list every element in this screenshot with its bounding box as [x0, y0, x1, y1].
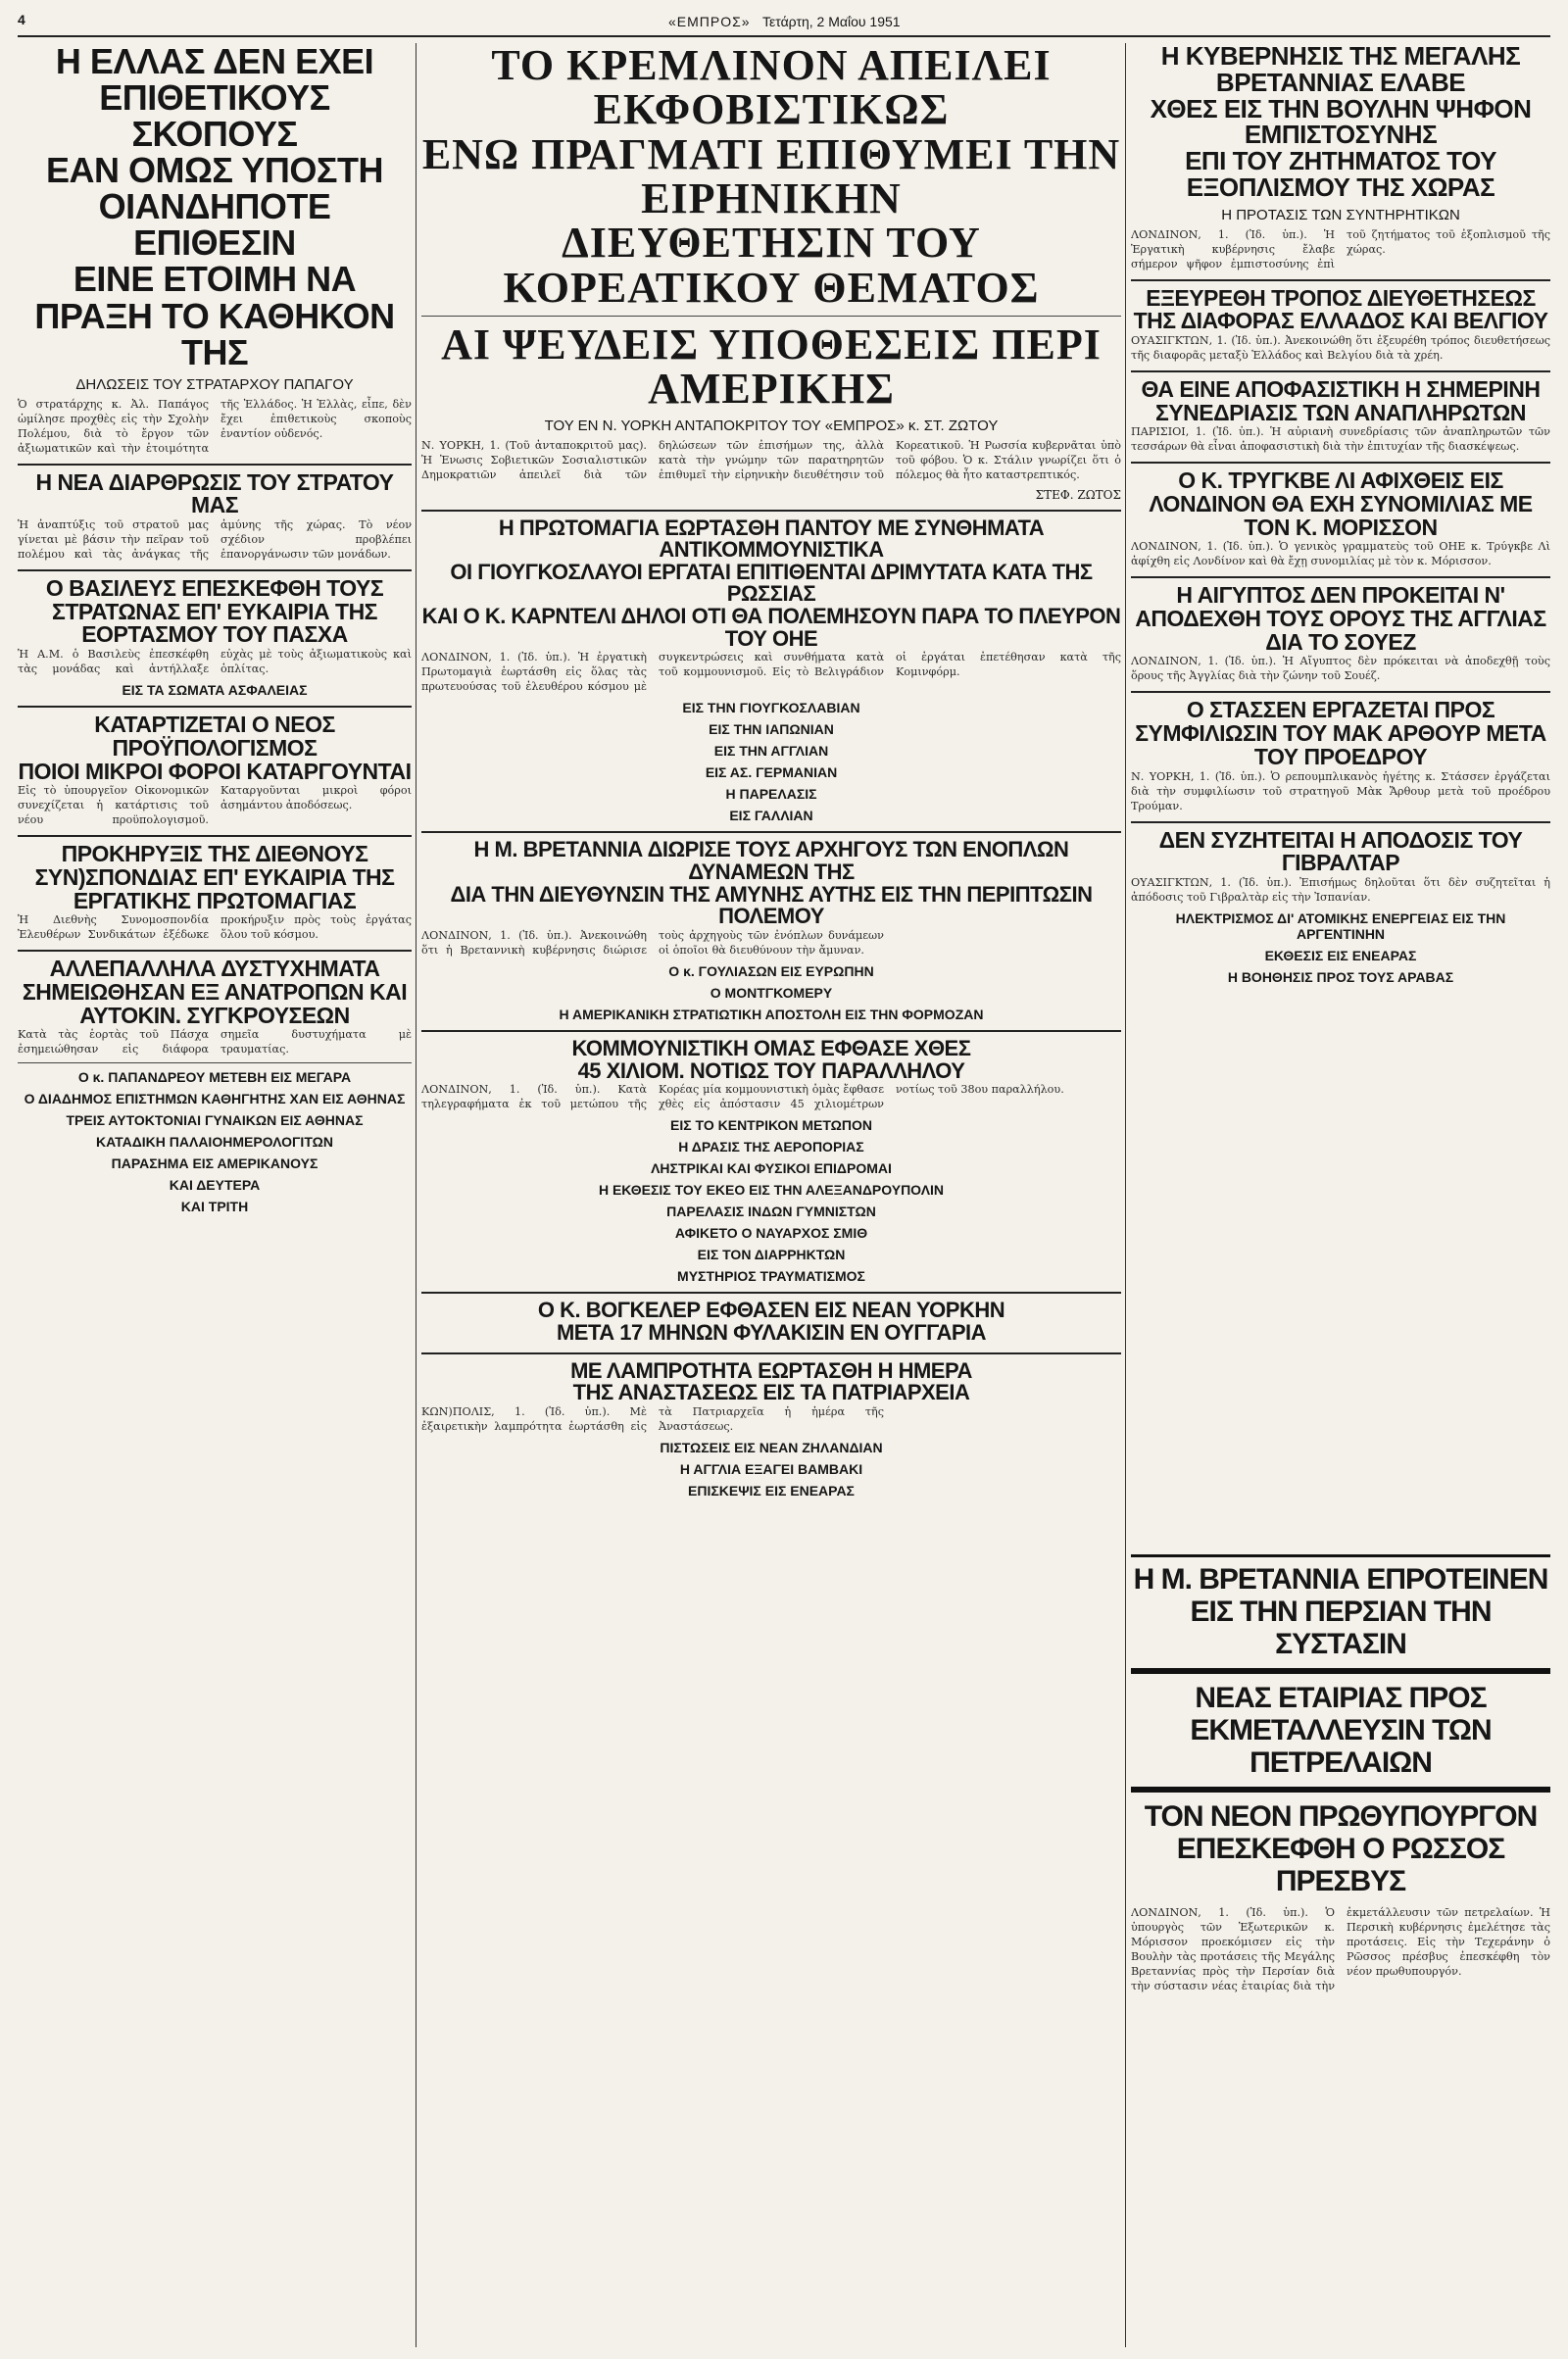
- section-headline: ΚΟΜΜΟΥΝΙΣΤΙΚΗ ΟΜΑΣ ΕΦΘΑΣΕ ΧΘΕΣ: [571, 1036, 971, 1061]
- divider: [18, 569, 412, 571]
- bottom-banner-story: [1131, 1554, 1550, 2349]
- signature: ΣΤΕΦ. ΖΩΤΟΣ: [1035, 487, 1121, 502]
- section-subhead: Η ΠΑΡΕΛΑΣΙΣ: [725, 786, 817, 803]
- section-subhead: Η ΒΟΗΘΗΣΙΣ ΠΡΟΣ ΤΟΥΣ ΑΡΑΒΑΣ: [1227, 968, 1454, 985]
- headline: ΧΘΕΣ ΕΙΣ ΤΗΝ ΒΟΥΛΗΝ ΨΗΦΟΝ ΕΜΠΙΣΤΟΣΥΝΗΣ: [1150, 93, 1532, 150]
- section-headline: ΜΕ ΛΑΜΠΡΟΤΗΤΑ ΕΩΡΤΑΣΘΗ Η ΗΜΕΡΑ: [570, 1357, 972, 1383]
- divider: [421, 1352, 1121, 1354]
- section-subhead: ΚΑΤΑΔΙΚΗ ΠΑΛΑΙΟΗΜΕΡΟΛΟΓΙΤΩΝ: [96, 1134, 333, 1151]
- section-subhead: ΠΙΣΤΩΣΕΙΣ ΕΙΣ ΝΕΑΝ ΖΗΛΑΝΔΙΑΝ: [660, 1440, 883, 1455]
- article-body: ΛΟΝΔΙΝΟΝ, 1. (Ἰδ. ὑπ.). Κατὰ τηλεγραφήματα ἐκ τοῦ μετώπου τῆς Κορέας μία κομμουνιστικὴ ὁμὰς ἔφθασε χθὲς εἰς ἀπόστασιν 45 χιλιομέτρων νοτίως τοῦ 38ου παραλλήλου.: [421, 1083, 1064, 1111]
- section-headline: ΔΙΑ ΤΗΝ ΔΙΕΥΘΥΝΣΙΝ ΤΗΣ ΑΜΥΝΗΣ ΑΥΤΗΣ ΕΙΣ ΤΗΝ ΠΕΡΙΠΤΩΣΙΝ ΠΟΛΕΜΟΥ: [450, 881, 1093, 929]
- section-subhead: ΕΙΣ ΤΟΝ ΔΙΑΡΡΗΚΤΩΝ: [697, 1247, 846, 1263]
- divider: [1131, 279, 1550, 281]
- section-subhead: ΜΥΣΤΗΡΙΟΣ ΤΡΑΥΜΑΤΙΣΜΟΣ: [677, 1268, 865, 1285]
- page-number: 4: [18, 12, 25, 27]
- divider: [1131, 691, 1550, 693]
- section-headline: Η ΝΕΑ ΔΙΑΡΘΡΩΣΙΣ ΤΟΥ ΣΤΡΑΤΟΥ ΜΑΣ: [35, 468, 394, 518]
- article-body: ΛΟΝΔΙΝΟΝ, 1. (Ἰδ. ὑπ.). Ὁ γενικὸς γραμματεὺς τοῦ ΟΗΕ κ. Τρύγκβε Λὶ ἀφίχθη εἰς Λονδίνον καὶ θὰ ἔχῃ συνομιλίας μὲ τὸν κ. Μόρισσον.: [1131, 540, 1550, 568]
- center-column: [421, 43, 1121, 2347]
- masthead: [18, 8, 1550, 37]
- section-headline: 45 ΧΙΛΙΟΜ. ΝΟΤΙΩΣ ΤΟΥ ΠΑΡΑΛΛΗΛΟΥ: [577, 1057, 965, 1083]
- section-subhead: Ο κ. ΠΑΠΑΝΔΡΕΟΥ ΜΕΤΕΒΗ ΕΙΣ ΜΕΓΑΡΑ: [77, 1069, 352, 1086]
- section-subhead: ΕΙΣ ΤΗΝ ΑΓΓΛΙΑΝ: [713, 743, 829, 760]
- section-subhead: ΕΙΣ ΤΟ ΚΕΝΤΡΙΚΟΝ ΜΕΤΩΠΟΝ: [670, 1117, 872, 1134]
- section-subhead: ΠΑΡΑΣΗΜΑ ΕΙΣ ΑΜΕΡΙΚΑΝΟΥΣ: [111, 1155, 318, 1172]
- section-subhead: ΚΑΙ ΔΕΥΤΕΡΑ: [169, 1177, 261, 1194]
- section-subhead: ΕΠΙΣΚΕΨΙΣ ΕΙΣ ΕΝΕΑΡΑΣ: [688, 1483, 855, 1499]
- section-headline: Ο Κ. ΒΟΓΚΕΛΕΡ ΕΦΘΑΣΕΝ ΕΙΣ ΝΕΑΝ ΥΟΡΚΗΝ: [537, 1298, 1005, 1323]
- section-subhead: Ο ΜΟΝΤΓΚΟΜΕΡΥ: [710, 985, 833, 1002]
- article-body: ΚΩΝ)ΠΟΛΙΣ, 1. (Ἰδ. ὑπ.). Μὲ ἐξαιρετικὴν λαμπρότητα ἑωρτάσθη εἰς τὰ Πατριαρχεῖα ἡ ἡμέρα τῆς Ἀναστάσεως.: [421, 1405, 884, 1433]
- section-subhead: ΕΙΣ ΑΣ. ΓΕΡΜΑΝΙΑΝ: [705, 764, 838, 781]
- section-headline: ΚΑΤΑΡΤΙΖΕΤΑΙ Ο ΝΕΟΣ ΠΡΟΫΠΟΛΟΓΙΣΜΟΣ: [94, 712, 335, 761]
- main-headline: ΤΟ ΚΡΕΜΛΙΝΟΝ ΑΠΕΙΛΕΙ ΕΚΦΟΒΙΣΤΙΚΩΣ: [491, 43, 1052, 134]
- subheadline: ΔΗΛΩΣΕΙΣ ΤΟΥ ΣΤΡΑΤΑΡΧΟΥ ΠΑΠΑΓΟΥ: [75, 375, 354, 393]
- divider: [421, 1030, 1121, 1032]
- divider: [18, 835, 412, 837]
- section-subhead: ΕΙΣ ΓΑΛΛΙΑΝ: [729, 808, 813, 824]
- divider: [18, 464, 412, 466]
- byline: ΤΟΥ ΕΝ Ν. ΥΟΡΚΗ ΑΝΤΑΠΟΚΡΙΤΟΥ ΤΟΥ «ΕΜΠΡΟΣ» κ. ΣΤ. ΖΩΤΟΥ: [544, 417, 999, 434]
- section-subhead: Η ΑΜΕΡΙΚΑΝΙΚΗ ΣΤΡΑΤΙΩΤΙΚΗ ΑΠΟΣΤΟΛΗ ΕΙΣ ΤΗΝ ΦΟΡΜΟΖΑΝ: [559, 1007, 984, 1023]
- section-subhead: ΤΡΕΙΣ ΑΥΤΟΚΤΟΝΙΑΙ ΓΥΝΑΙΚΩΝ ΕΙΣ ΑΘΗΝΑΣ: [66, 1112, 364, 1129]
- section-headline: Ο ΣΤΑΣΣΕΝ ΕΡΓΑΖΕΤΑΙ ΠΡΟΣ ΣΥΜΦΙΛΙΩΣΙΝ ΤΟΥ ΜΑΚ ΑΡΘΟΥΡ ΜΕΤΑ ΤΟΥ ΠΡΟΕΔΡΟΥ: [1135, 697, 1546, 769]
- divider: [18, 706, 412, 708]
- article-body: ΠΑΡΙΣΙΟΙ, 1. (Ἰδ. ὑπ.). Ἡ αὐριανὴ συνεδρίασις τῶν ἀναπληρωτῶν τῶν τεσσάρων θὰ εἶναι ἀποφασιστικὴ διὰ τὴν ἐπιτυχίαν τῆς διασκέψεως.: [1131, 425, 1550, 454]
- section-headline: ΟΙ ΓΙΟΥΓΚΟΣΛΑΥΟΙ ΕΡΓΑΤΑΙ ΕΠΙΤΙΘΕΝΤΑΙ ΔΡΙΜΥΤΑΤΑ ΚΑΤΑ ΤΗΣ ΡΩΣΣΙΑΣ: [450, 559, 1093, 607]
- section-headline: ΚΑΙ Ο Κ. ΚΑΡΝΤΕΛΙ ΔΗΛΟΙ ΟΤΙ ΘΑ ΠΟΛΕΜΗΣΟΥΝ ΠΑΡΑ ΤΟ ΠΛΕΥΡΟΝ ΤΟΥ ΟΗΕ: [421, 604, 1121, 651]
- section-headline: Ο ΒΑΣΙΛΕΥΣ ΕΠΕΣΚΕΦΘΗ ΤΟΥΣ ΣΤΡΑΤΩΝΑΣ ΕΠ' ΕΥΚΑΙΡΙΑ ΤΗΣ ΕΟΡΤΑΣΜΟΥ ΤΟΥ ΠΑΣΧΑ: [45, 575, 384, 648]
- headline: ΕΙΝΕ ΕΤΟΙΜΗ ΝΑ ΠΡΑΞΗ ΤΟ ΚΑΘΗΚΟΝ ΤΗΣ: [34, 259, 395, 372]
- article-body: ΛΟΝΔΙΝΟΝ, 1. (Ἰδ. ὑπ.). Ὁ ὑπουργὸς τῶν Ἐξωτερικῶν κ. Μόρισσον προεκόμισεν εἰς τὴν Βουλὴν τὰς προτάσεις τῆς Μεγάλης Βρεταννίας πρὸς τὴν Περσίαν διὰ τὴν σύστασιν νέας ἐταιρίας διὰ τὴν ἐκμετάλλευσιν τῶν πετρελαίων. Ἡ Περσικὴ κυβέρνησις ἐμελέτησε τὰς προτάσεις. Εἰς τὴν Τεχεράνην ὁ Ρῶσσος πρέσβυς ἐπεσκέφθη τὸν νέον πρωθυπουργόν.: [1131, 1906, 1550, 1992]
- divider: [1131, 1668, 1550, 1674]
- article-body: Ὁ στρατάρχης κ. Ἀλ. Παπάγος ὡμίλησε προχθὲς εἰς τὴν Σχολὴν Πολέμου, διὰ τὸ ἔργον τῶν ἀξιωματικῶν καὶ τὴν ἑτοιμότητα τῆς Ἑλλάδος. Ἡ Ἑλλὰς, εἶπε, δὲν ἔχει ἐπιθετικοὺς σκοποὺς ἐναντίον οὐδενός.: [18, 397, 412, 455]
- section-headline: ΔΕΝ ΣΥΖΗΤΕΙΤΑΙ Η ΑΠΟΔΟΣΙΣ ΤΟΥ ΓΙΒΡΑΛΤΑΡ: [1158, 826, 1523, 876]
- article-body: Ἡ ἀναπτύξις τοῦ στρατοῦ μας γίνεται μὲ βάσιν τὴν πεῖραν τοῦ πολέμου καὶ τὰς ἀνάγκας τῆς ἀμύνης τῆς χώρας. Τὸ νέον σχέδιον προβλέπει ἐπανοργάνωσιν τῶν μονάδων.: [18, 518, 412, 562]
- article-body: ΟΥΑΣΙΓΚΤΩΝ, 1. (Ἰδ. ὑπ.). Ἐπισήμως δηλοῦται ὅτι δὲν συζητεῖται ἡ ἀπόδοσις τοῦ Γιβραλτὰρ εἰς τὴν Ἰσπανίαν.: [1131, 875, 1550, 904]
- section-subhead: Η ΔΡΑΣΙΣ ΤΗΣ ΑΕΡΟΠΟΡΙΑΣ: [678, 1139, 864, 1155]
- headline: Η ΕΛΛΑΣ ΔΕΝ ΕΧΕΙ ΕΠΙΘΕΤΙΚΟΥΣ ΣΚΟΠΟΥΣ: [55, 43, 374, 155]
- article-body: Ν. ΥΟΡΚΗ, 1. (Ἰδ. ὑπ.). Ὁ ρεπουμπλικανὸς ἡγέτης κ. Στάσσεν ἐργάζεται διὰ τὴν συμφιλίωσιν τοῦ στρατηγοῦ Μὰκ Ἄρθουρ μετὰ τοῦ προέδρου Τρούμαν.: [1131, 769, 1550, 812]
- paper-name: «ΕΜΠΡΟΣ»: [668, 14, 751, 29]
- section-headline: Η Μ. ΒΡΕΤΑΝΝΙΑ ΔΙΩΡΙΣΕ ΤΟΥΣ ΑΡΧΗΓΟΥΣ ΤΩΝ ΕΝΟΠΛΩΝ ΔΥΝΑΜΕΩΝ ΤΗΣ: [473, 837, 1069, 885]
- divider: [18, 950, 412, 952]
- section-subhead: ΚΑΙ ΤΡΙΤΗ: [180, 1199, 249, 1215]
- left-column: [18, 43, 412, 2347]
- section-headline: Η ΠΡΩΤΟΜΑΓΙΑ ΕΩΡΤΑΣΘΗ ΠΑΝΤΟΥ ΜΕ ΣΥΝΘΗΜΑΤΑ ΑΝΤΙΚΟΜΜΟΥΝΙΣΤΙΚΑ: [498, 515, 1045, 563]
- section-subhead: ΕΚΘΕΣΙΣ ΕΙΣ ΕΝΕΑΡΑΣ: [1264, 947, 1417, 963]
- article-body: ΟΥΑΣΙΓΚΤΩΝ, 1. (Ἰδ. ὑπ.). Ἀνεκοινώθη ὅτι ἐξευρέθη τρόπος διευθετήσεως τῆς διαφορᾶς μεταξὺ Ἑλλάδος καὶ Βελγίου διὰ τὰ χρέη.: [1131, 333, 1550, 362]
- section-headline: ΠΟΙΟΙ ΜΙΚΡΟΙ ΦΟΡΟΙ ΚΑΤΑΡΓΟΥΝΤΑΙ: [18, 758, 412, 784]
- section-subhead: Ο κ. ΓΟΥΛΙΑΣΩΝ ΕΙΣ ΕΥΡΩΠΗΝ: [668, 963, 874, 980]
- section-subhead: ΕΙΣ ΤΗΝ ΓΙΟΥΓΚΟΣΛΑΒΙΑΝ: [682, 700, 860, 716]
- divider: [421, 831, 1121, 833]
- main-headline: ΑΙ ΨΕΥΔΕΙΣ ΥΠΟΘΕΣΕΙΣ ΠΕΡΙ ΑΜΕΡΙΚΗΣ: [441, 319, 1102, 414]
- divider: [18, 1062, 412, 1063]
- article-body: Ἡ Α.Μ. ὁ Βασιλεὺς ἐπεσκέφθη τὰς μονάδας καὶ ἀντήλλαξε εὐχὰς μὲ τοὺς ἀξιωματικοὺς καὶ ὁπλίτας.: [18, 648, 412, 676]
- divider: [1131, 370, 1550, 372]
- subheadline: Η ΠΡΟΤΑΣΙΣ ΤΩΝ ΣΥΝΤΗΡΗΤΙΚΩΝ: [1221, 206, 1460, 223]
- section-headline: ΜΕΤΑ 17 ΜΗΝΩΝ ΦΥΛΑΚΙΣΙΝ ΕΝ ΟΥΓΓΑΡΙΑ: [556, 1320, 987, 1346]
- divider: [421, 1292, 1121, 1294]
- headline: ΕΠΙ ΤΟΥ ΖΗΤΗΜΑΤΟΣ ΤΟΥ ΕΞΟΠΛΙΣΜΟΥ ΤΗΣ ΧΩΡΑΣ: [1185, 146, 1496, 202]
- main-headline: ΕΝΩ ΠΡΑΓΜΑΤΙ ΕΠΙΘΥΜΕΙ ΤΗΝ ΕΙΡΗΝΙΚΗΝ: [421, 129, 1121, 222]
- article-body: ΛΟΝΔΙΝΟΝ, 1. (Ἰδ. ὑπ.). Ἡ Αἴγυπτος δὲν πρόκειται νὰ ἀποδεχθῇ τοὺς ὅρους τῆς Ἀγγλίας διὰ τὴν ζώνην τοῦ Σουέζ.: [1131, 655, 1550, 683]
- banner-headline: Η Μ. ΒΡΕΤΑΝΝΙΑ ΕΠΡΟΤΕΙΝΕΝ ΕΙΣ ΤΗΝ ΠΕΡΣΙΑΝ ΤΗΝ ΣΥΣΤΑΣΙΝ: [1133, 1563, 1548, 1660]
- section-subhead: ΕΙΣ ΤΑ ΣΩΜΑΤΑ ΑΣΦΑΛΕΙΑΣ: [122, 682, 308, 699]
- section-headline: Ο Κ. ΤΡΥΓΚΒΕ ΛΙ ΑΦΙΧΘΕΙΣ ΕΙΣ ΛΟΝΔΙΝΟΝ ΘΑ ΕΧΗ ΣΥΝΟΜΙΛΙΑΣ ΜΕ ΤΟΝ Κ. ΜΟΡΙΣΣΟΝ: [1149, 467, 1533, 540]
- article-body: ΛΟΝΔΙΝΟΝ, 1. (Ἰδ. ὑπ.). Ἡ ἐργατικὴ Πρωτομαγιὰ ἑωρτάσθη εἰς ὅλας τὰς πρωτευούσας τοῦ ἐλευθέρου κόσμου μὲ συγκεντρώσεις καὶ συνθήματα κατὰ τοῦ κομμουνισμοῦ. Εἰς τὸ Βελιγράδιον οἱ ἐργάται ἐπετέθησαν κατὰ τῆς Κομινφόρμ.: [421, 651, 1121, 694]
- section-subhead: ΠΑΡΕΛΑΣΙΣ ΙΝΔΩΝ ΓΥΜΝΙΣΤΩΝ: [666, 1204, 876, 1220]
- section-subhead: Η ΕΚΘΕΣΙΣ ΤΟΥ ΕΚΕΟ ΕΙΣ ΤΗΝ ΑΛΕΞΑΝΔΡΟΥΠΟΛΙΝ: [598, 1182, 945, 1199]
- divider: [1131, 1787, 1550, 1793]
- article-body: Εἰς τὸ ὑπουργεῖον Οἰκονομικῶν συνεχίζεται ἡ κατάρτισις τοῦ νέου προϋπολογισμοῦ. Καταργοῦνται μικροὶ φόροι ἀσημάντου ἀποδόσεως.: [18, 784, 412, 827]
- article-body: ΛΟΝΔΙΝΟΝ, 1. (Ἰδ. ὑπ.). Ἡ Ἐργατικὴ κυβέρνησις ἔλαβε σήμερον ψῆφον ἐμπιστοσύνης ἐπὶ τοῦ ζητήματος τοῦ ἐξοπλισμοῦ τῆς χώρας.: [1131, 227, 1550, 270]
- main-headline: ΔΙΕΥΘΕΤΗΣΙΝ ΤΟΥ ΚΟΡΕΑΤΙΚΟΥ ΘΕΜΑΤΟΣ: [503, 219, 1040, 312]
- section-headline: ΘΑ ΕΙΝΕ ΑΠΟΦΑΣΙΣΤΙΚΗ Η ΣΗΜΕΡΙΝΗ ΣΥΝΕΔΡΙΑΣΙΣ ΤΩΝ ΑΝΑΠΛΗΡΩΤΩΝ: [1141, 375, 1541, 425]
- headline: Η ΚΥΒΕΡΝΗΣΙΣ ΤΗΣ ΜΕΓΑΛΗΣ ΒΡΕΤΑΝΝΙΑΣ ΕΛΑΒΕ: [1160, 43, 1521, 97]
- section-subhead: Η ΑΓΓΛΙΑ ΕΞΑΓΕΙ ΒΑΜΒΑΚΙ: [679, 1461, 863, 1477]
- article-body: Ν. ΥΟΡΚΗ, 1. (Τοῦ ἀνταποκριτοῦ μας). Ἡ Ἐνωσις Σοβιετικῶν Σοσιαλιστικῶν Δημοκρατιῶν ἀπειλεῖ διὰ τῶν δηλώσεων τῶν ἐπισήμων της, ἀλλὰ κατὰ τὴν γνώμην τῶν παρατηρητῶν ἐπιθυμεῖ τὴν εἰρηνικὴν διευθέτησιν τοῦ Κορεατικοῦ. Ἡ Ρωσσία κυβερνᾶται ὑπὸ τοῦ φόβου. Ὁ κ. Στάλιν γνωρίζει ὅτι ὁ πόλεμος θὰ ἦτο καταστρεπτικός.: [421, 438, 1121, 481]
- divider: [1131, 821, 1550, 823]
- banner-headline: ΤΟΝ ΝΕΟΝ ΠΡΩΘΥΠΟΥΡΓΟΝ ΕΠΕΣΚΕΦΘΗ Ο ΡΩΣΣΟΣ ΠΡΕΣΒΥΣ: [1144, 1800, 1538, 1897]
- section-subhead: ΛΗΣΤΡΙΚΑΙ ΚΑΙ ΦΥΣΙΚΟΙ ΕΠΙΔΡΟΜΑΙ: [651, 1160, 892, 1177]
- section-headline: ΠΡΟΚΗΡΥΞΙΣ ΤΗΣ ΔΙΕΘΝΟΥΣ ΣΥΝ)ΣΠΟΝΔΙΑΣ ΕΠ' ΕΥΚΑΙΡΙΑ ΤΗΣ ΕΡΓΑΤΙΚΗΣ ΠΡΩΤΟΜΑΓΙΑΣ: [34, 841, 395, 913]
- divider: [1131, 462, 1550, 464]
- article-body: Ἡ Διεθνὴς Συνομοσπονδία Ἐλευθέρων Συνδικάτων ἐξέδωκε προκήρυξιν πρὸς τοὺς ἐργάτας ὅλου τοῦ κόσμου.: [18, 913, 412, 942]
- section-headline: Η ΑΙΓΥΠΤΟΣ ΔΕΝ ΠΡΟΚΕΙΤΑΙ Ν' ΑΠΟΔΕΧΘΗ ΤΟΥΣ ΟΡΟΥΣ ΤΗΣ ΑΓΓΛΙΑΣ ΔΙΑ ΤΟ ΣΟΥΕΖ: [1135, 582, 1546, 655]
- issue-date: Τετάρτη, 2 Μαΐου 1951: [762, 14, 901, 29]
- divider: [421, 510, 1121, 512]
- article-body: Κατὰ τὰς ἑορτὰς τοῦ Πάσχα ἐσημειώθησαν εἰς διάφορα σημεῖα δυστυχήματα μὲ τραυματίας.: [18, 1028, 412, 1057]
- divider: [421, 316, 1121, 317]
- divider: [1131, 576, 1550, 578]
- section-subhead: ΗΛΕΚΤΡΙΣΜΟΣ ΔΙ' ΑΤΟΜΙΚΗΣ ΕΝΕΡΓΕΙΑΣ ΕΙΣ ΤΗΝ ΑΡΓΕΝΤΙΝΗΝ: [1175, 909, 1506, 942]
- column-rule: [1125, 43, 1126, 2347]
- banner-headline: ΝΕΑΣ ΕΤΑΙΡΙΑΣ ΠΡΟΣ ΕΚΜΕΤΑΛΛΕΥΣΙΝ ΤΩΝ ΠΕΤΡΕΛΑΙΩΝ: [1190, 1682, 1492, 1779]
- section-headline: ΤΗΣ ΑΝΑΣΤΑΣΕΩΣ ΕΙΣ ΤΑ ΠΑΤΡΙΑΡΧΕΙΑ: [572, 1380, 970, 1405]
- section-subhead: ΕΙΣ ΤΗΝ ΙΑΠΩΝΙΑΝ: [709, 721, 834, 738]
- section-headline: ΑΛΛΕΠΑΛΛΗΛΑ ΔΥΣΤΥΧΗΜΑΤΑ ΣΗΜΕΙΩΘΗΣΑΝ ΕΞ ΑΝΑΤΡΟΠΩΝ ΚΑΙ ΑΥΤΟΚΙΝ. ΣΥΓΚΡΟΥΣΕΩΝ: [22, 956, 408, 1028]
- section-subhead: ΑΦΙΚΕΤΟ Ο ΝΑΥΑΡΧΟΣ ΣΜΙΘ: [674, 1225, 868, 1242]
- article-body: ΛΟΝΔΙΝΟΝ, 1. (Ἰδ. ὑπ.). Ἀνεκοινώθη ὅτι ἡ Βρεταννικὴ κυβέρνησις διώρισε τοὺς ἀρχηγοὺς τῶν ἐνόπλων δυνάμεων οἱ ὁποῖοι θὰ διευθύνουν τὴν ἄμυναν.: [421, 929, 884, 958]
- section-headline: ΕΞΕΥΡΕΘΗ ΤΡΟΠΟΣ ΔΙΕΥΘΕΤΗΣΕΩΣ ΤΗΣ ΔΙΑΦΟΡΑΣ ΕΛΛΑΔΟΣ ΚΑΙ ΒΕΛΓΙΟΥ: [1133, 284, 1548, 334]
- section-subhead: Ο ΔΙΑΔΗΜΟΣ ΕΠΙΣΤΗΜΩΝ ΚΑΘΗΓΗΤΗΣ ΧΑΝ ΕΙΣ ΑΘΗΝΑΣ: [24, 1091, 406, 1107]
- headline: ΕΑΝ ΟΜΩΣ ΥΠΟΣΤΗ ΟΙΑΝΔΗΠΟΤΕ ΕΠΙΘΕΣΙΝ: [46, 150, 383, 264]
